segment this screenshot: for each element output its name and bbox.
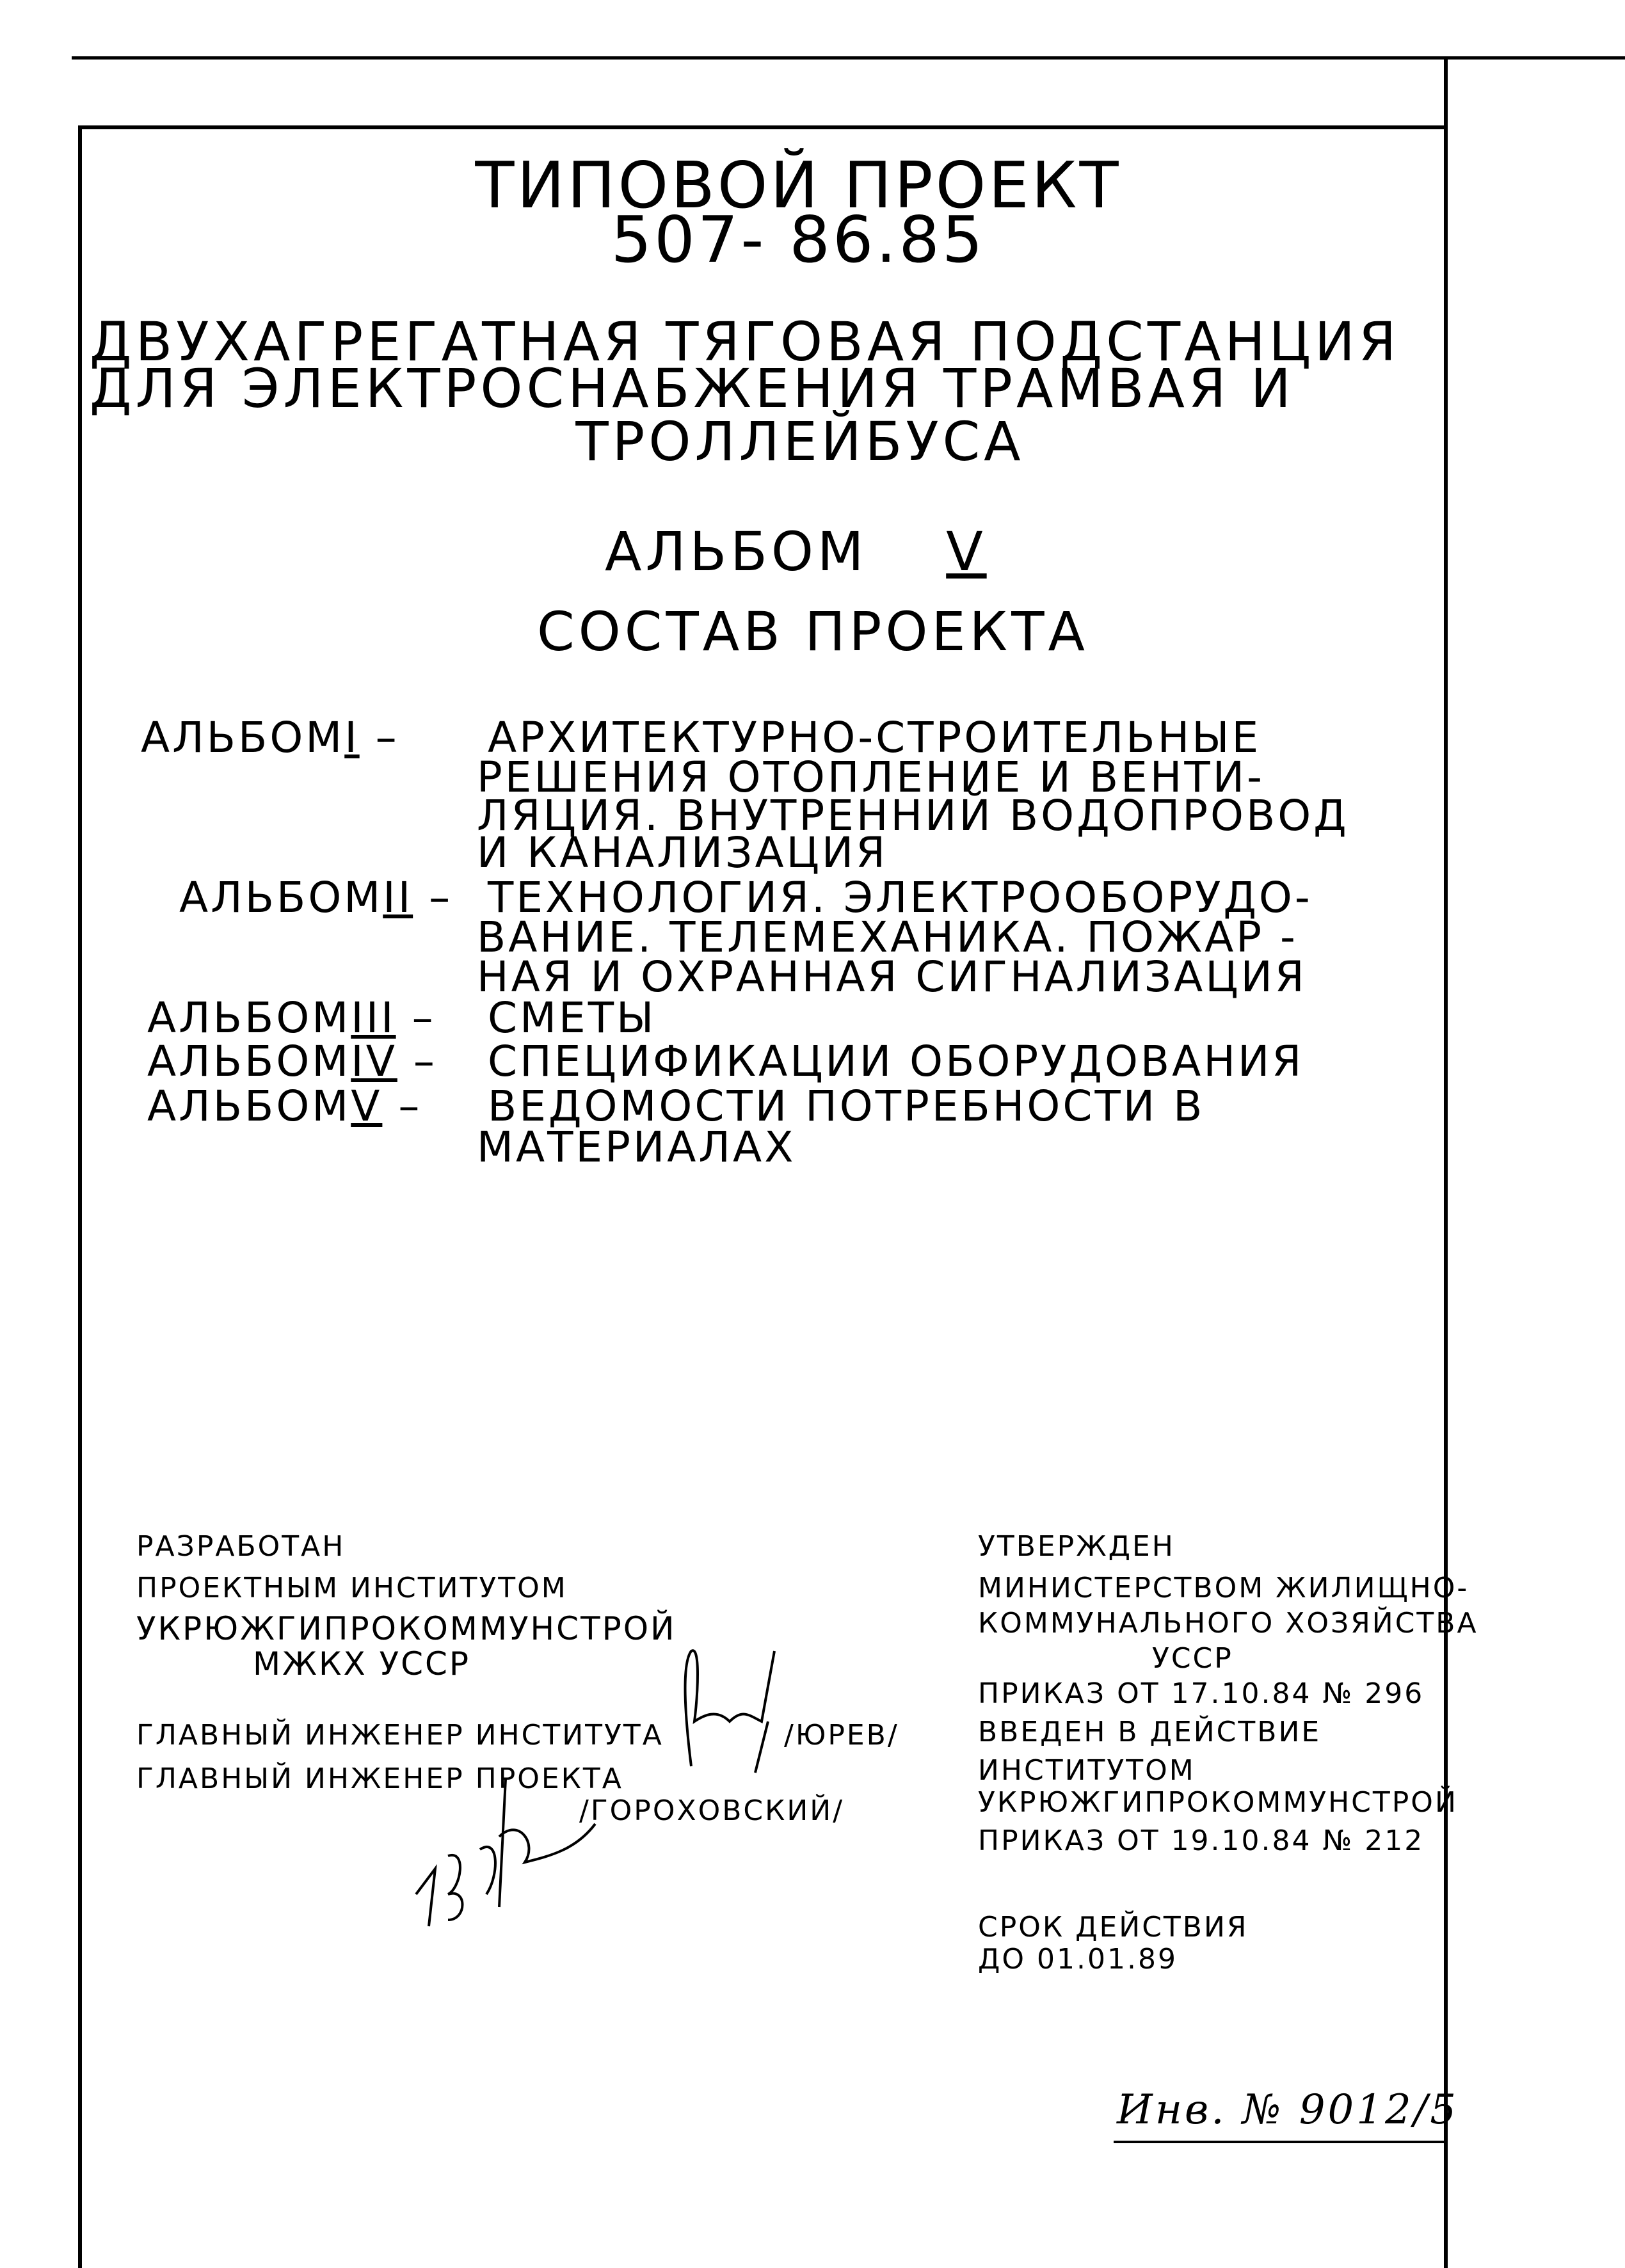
approved-line: УТВЕРЖДЕН <box>978 1530 1175 1563</box>
signature-1 <box>678 1638 787 1779</box>
album-2-desc: ВАНИЕ. ТЕЛЕМЕХАНИКА. ПОЖАР - <box>477 913 1298 962</box>
composition-heading: СОСТАВ ПРОЕКТА <box>537 600 1089 663</box>
chief-engineer-project: ГЛАВНЫЙ ИНЖЕНЕР ПРОЕКТА <box>136 1762 623 1795</box>
album-label <box>605 520 987 583</box>
album-4-label: АЛЬБОМIV – <box>147 1037 437 1086</box>
album-5-desc: МАТЕРИАЛАХ <box>477 1122 796 1172</box>
approved-line: ВВЕДЕН В ДЕЙСТВИЕ <box>978 1716 1322 1748</box>
frame-right <box>1444 56 1448 2268</box>
approved-line: УССР <box>1152 1642 1233 1675</box>
developed-line: УКРЮЖГИПРОКОММУНСТРОЙ <box>136 1610 676 1647</box>
album-5-desc: ВЕДОМОСТИ ПОТРЕБНОСТИ В <box>488 1082 1205 1131</box>
album-word: АЛЬБОМ <box>605 520 868 583</box>
chief-engineer-project-name: /ГОРОХОВСКИЙ/ <box>579 1794 845 1827</box>
chief-engineer-institute: ГЛАВНЫЙ ИНЖЕНЕР ИНСТИТУТА <box>136 1719 664 1752</box>
album-4-desc: СПЕЦИФИКАЦИИ ОБОРУДОВАНИЯ <box>488 1037 1304 1086</box>
inventory-number: Инв. № 9012/5 <box>1117 2086 1459 2134</box>
inventory-underline <box>1114 2141 1446 2143</box>
approved-line: УКРЮЖГИПРОКОММУНСТРОЙ <box>978 1786 1458 1819</box>
album-1-desc: РЕШЕНИЯ ОТОПЛЕНИЕ И ВЕНТИ- <box>477 753 1265 802</box>
project-type: ТИПОВОЙ ПРОЕКТ <box>475 148 1121 223</box>
top-rule <box>72 56 1625 60</box>
approved-line: МИНИСТЕРСТВОМ ЖИЛИЩНО- <box>978 1572 1469 1604</box>
chief-engineer-institute-name: /ЮРЕВ/ <box>784 1719 899 1752</box>
album-2-desc: ТЕХНОЛОГИЯ. ЭЛЕКТРООБОРУДО- <box>488 873 1313 922</box>
album-3-desc: СМЕТЫ <box>488 993 657 1042</box>
album-3-label: АЛЬБОМIII – <box>147 993 436 1042</box>
approved-line: ПРИКАЗ ОТ 19.10.84 № 212 <box>978 1825 1425 1857</box>
title-line-2: ДЛЯ ЭЛЕКТРОСНАБЖЕНИЯ ТРАМВАЯ И <box>90 357 1295 420</box>
developed-line: ПРОЕКТНЫМ ИНСТИТУТОМ <box>136 1572 568 1604</box>
approved-line: ИНСТИТУТОМ <box>978 1754 1196 1787</box>
album-1-desc: АРХИТЕКТУРНО-СТРОИТЕЛЬНЫЕ <box>488 713 1261 762</box>
title-line-1: ДВУХАГРЕГАТНАЯ ТЯГОВАЯ ПОДСТАНЦИЯ <box>90 310 1400 373</box>
album-2-label: АЛЬБОМII – <box>179 873 453 922</box>
album-1-desc: ЛЯЦИЯ. ВНУТРЕННИЙ ВОДОПРОВОД <box>477 791 1349 840</box>
album-2-desc: НАЯ И ОХРАННАЯ СИГНАЛИЗАЦИЯ <box>477 952 1307 1002</box>
title-line-3: ТРОЛЛЕЙБУСА <box>575 410 1025 473</box>
album-numeral: V <box>946 520 987 583</box>
album-5-label: АЛЬБОМV – <box>147 1082 422 1131</box>
approved-line: КОММУНАЛЬНОГО ХОЗЯЙСТВА <box>978 1607 1478 1640</box>
album-1-desc: И КАНАЛИЗАЦИЯ <box>477 828 888 877</box>
validity-line: ДО 01.01.89 <box>978 1943 1178 1976</box>
approved-line: ПРИКАЗ ОТ 17.10.84 № 296 <box>978 1677 1425 1710</box>
album-1-label: АЛЬБОМI – <box>141 713 399 762</box>
signature-2 <box>410 1766 602 1933</box>
frame-top <box>78 125 1448 129</box>
developed-line: МЖКХ УССР <box>253 1645 471 1682</box>
developed-line: РАЗРАБОТАН <box>136 1530 346 1563</box>
frame-left <box>78 125 82 2268</box>
validity-line: СРОК ДЕЙСТВИЯ <box>978 1911 1249 1944</box>
project-number: 507- 86.85 <box>611 202 986 277</box>
